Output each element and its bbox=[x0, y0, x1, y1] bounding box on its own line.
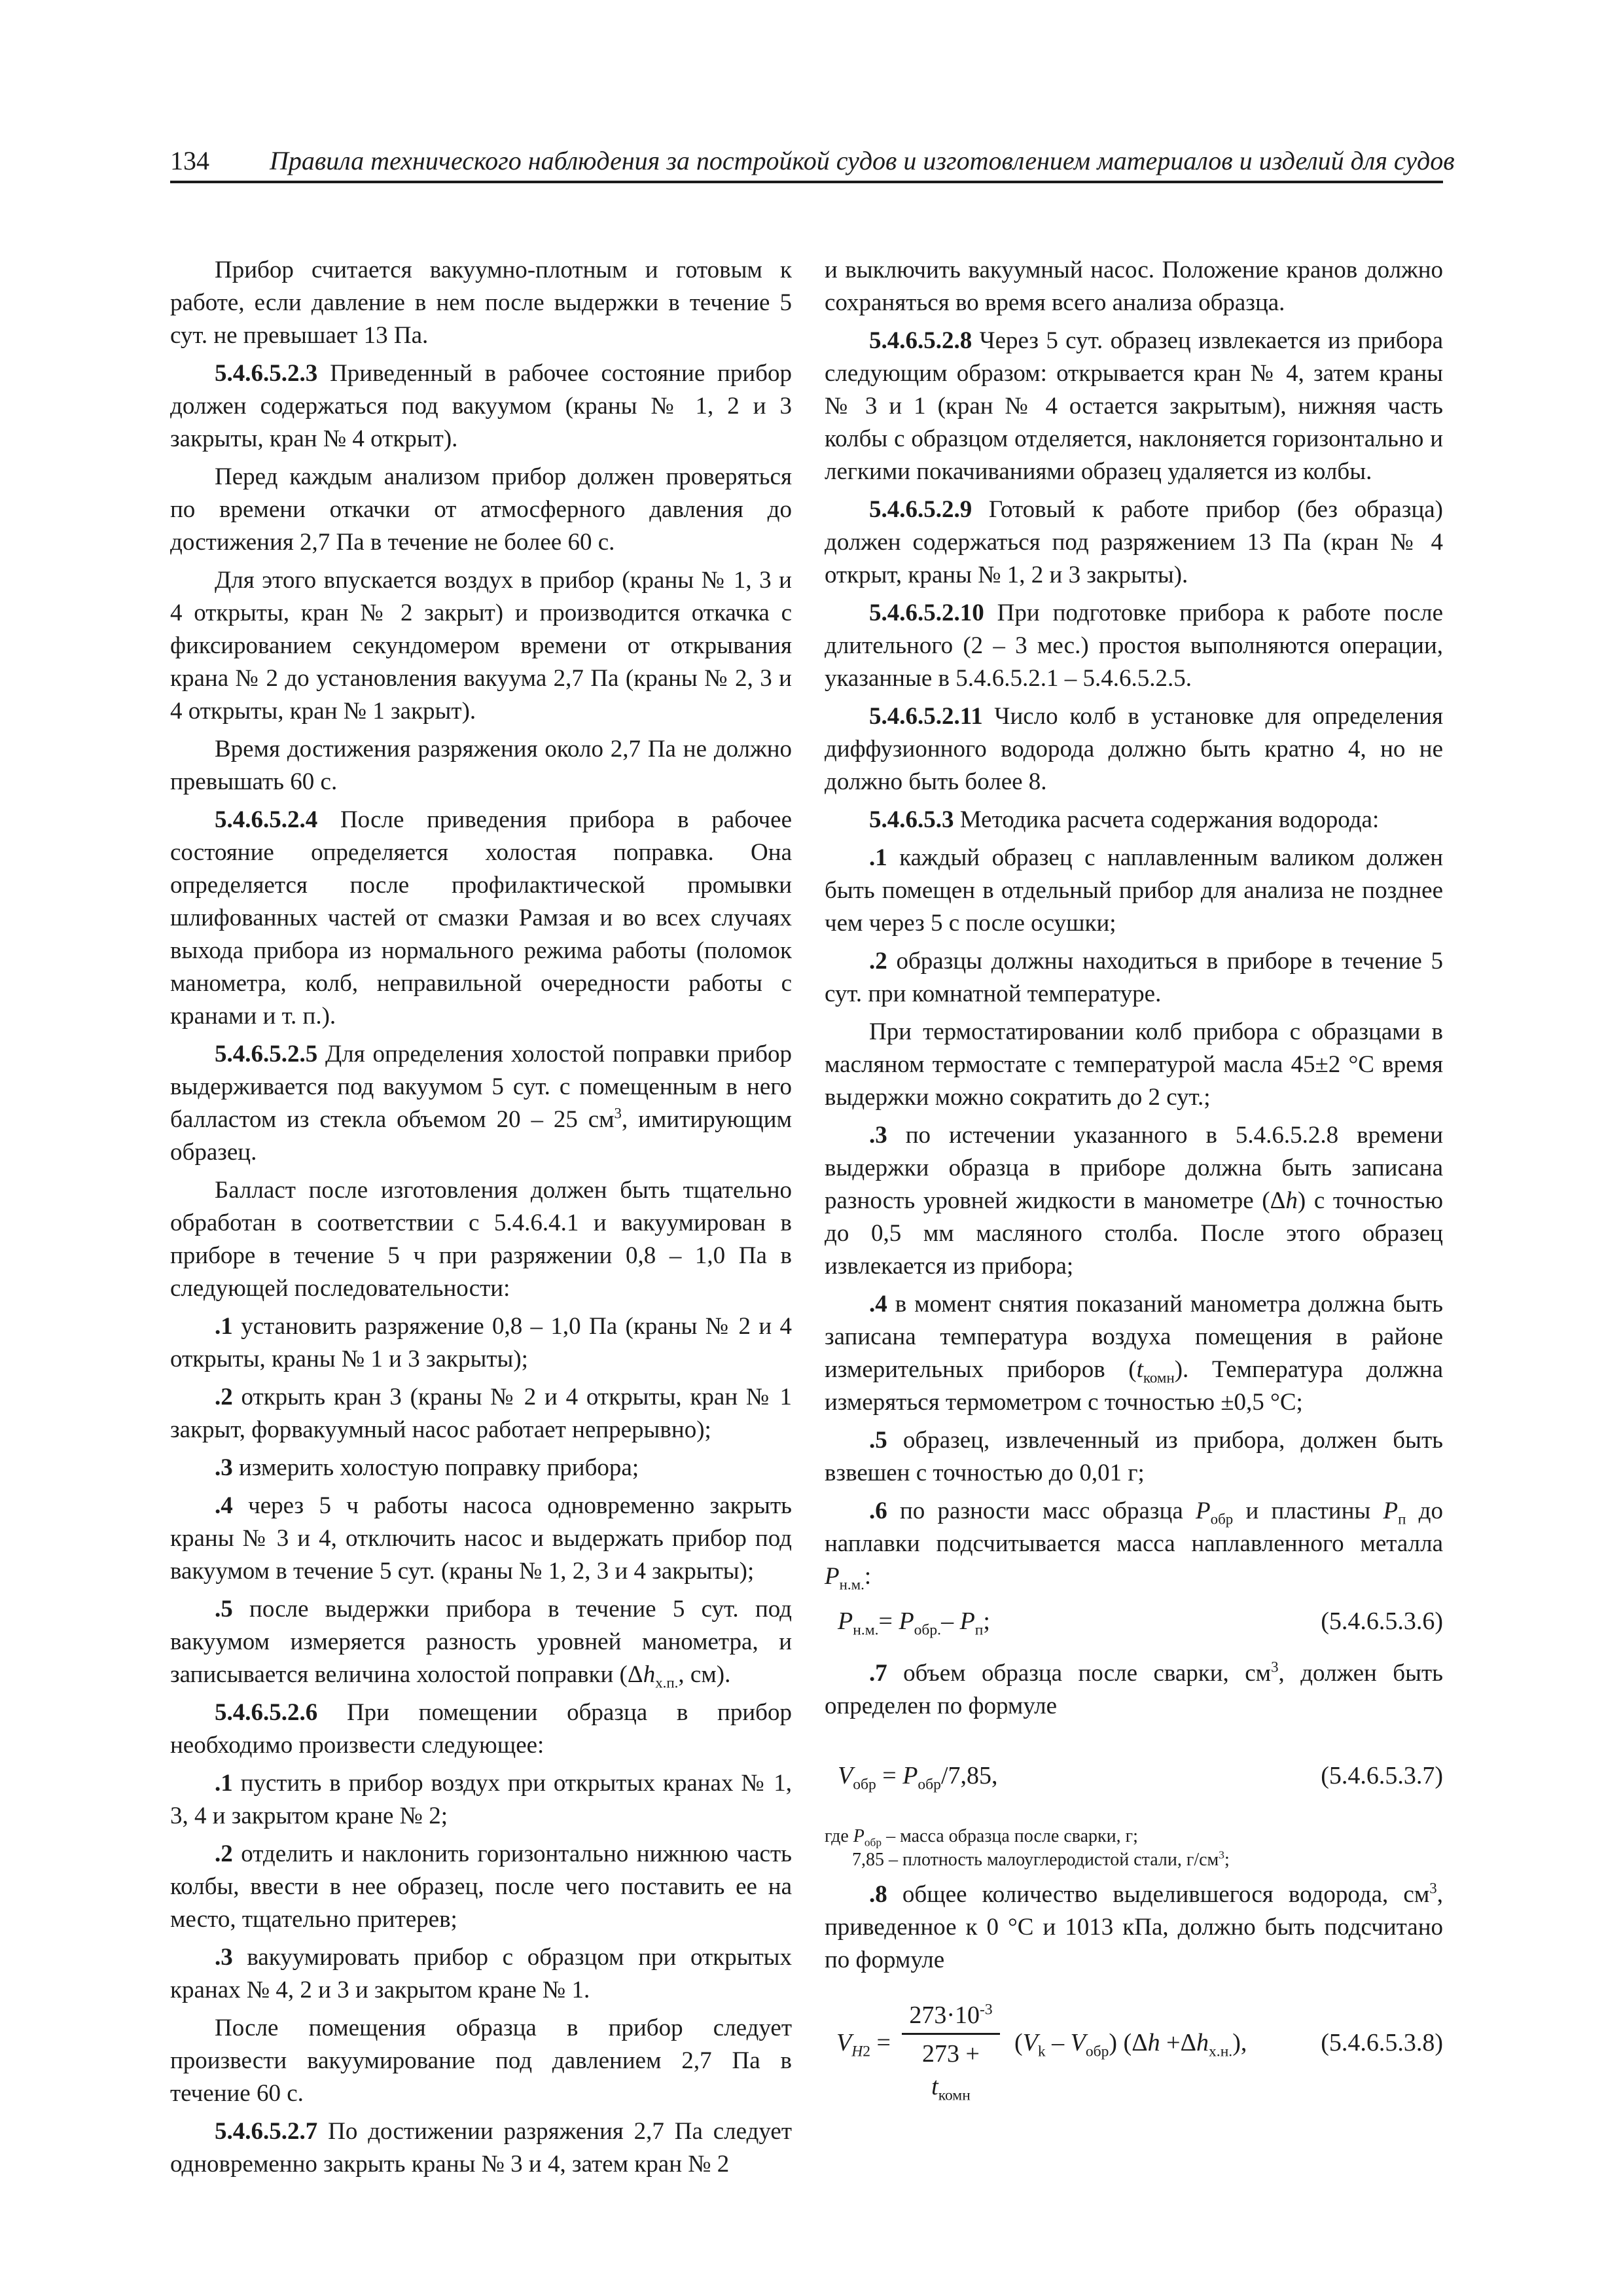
list-item: .2 отделить и наклонить горизонтально нижнюю часть колбы, ввести в нее образец, после чего поставить ее на место, тщательно притерев; bbox=[170, 1840, 792, 1933]
formula-number: (5.4.6.5.3.8) bbox=[1321, 2029, 1443, 2056]
header-rule bbox=[170, 181, 1443, 183]
paragraph: Прибор считается вакуумно-плотным и готовым к работе, если давление в нем после выдержки в течение 5 сут. не превышает 13 Па. bbox=[170, 257, 792, 349]
left-column bbox=[170, 254, 792, 2186]
list-item: .1 каждый образец с наплавленным валиком должен быть помещен в отдельный прибор для анализа не позднее чем через 5 с после осушки; bbox=[825, 844, 1443, 937]
list-item: .6 по разности масс образца $P_{обр}$ и пластины $P_п$ до наплавки подсчитывается масса наплавленного металла $P_{н.м.}$: bbox=[825, 1498, 1444, 1593]
clause-5-4-6-5-2-5: 5.4.6.5.2.5 Для определения холостой поправки прибор выдерживается под вакуумом 5 сут. с помещенным в него балластом из стекла объемом 20 – 25 $см^3$, имитирующим образец. bbox=[170, 1041, 792, 1166]
clause-5-4-6-5-2-10: 5.4.6.5.2.10 При подготовке прибора к работе после длительного (2 – 3 мес.) простоя выполняются операции, указанные в 5.4.6.5.2.1 – 5.4.6.5.2.5. bbox=[825, 600, 1443, 692]
formula-number: (5.4.6.5.3.6) bbox=[1321, 1607, 1443, 1635]
fraction: $273\cdot 10^{-3}$ $273 + t_{комн}$ bbox=[902, 1999, 1000, 2103]
clause-5-4-6-5-2-11: 5.4.6.5.2.11 Число колб в установке для определения диффузионного водорода должно быть кратно 4, но не должно быть более 8. bbox=[825, 703, 1443, 795]
list-item: .2 образцы должны находиться в приборе в течение 5 сут. при комнатной температуре. bbox=[825, 948, 1443, 1007]
formula-number: (5.4.6.5.3.7) bbox=[1321, 1762, 1443, 1789]
formula-note: где $P_{обр}$ – масса образца после сварки, г; bbox=[825, 1826, 1138, 1849]
page-number: 134 bbox=[170, 146, 209, 175]
paragraph: Время достижения разряжения около 2,7 Па не должно превышать 60 с. bbox=[170, 736, 792, 795]
formula-5-4-6-5-3-6: $P_{н.м.}= P_{обр.}-$ $P_п$; (5.4.6.5.3.6) bbox=[825, 1605, 1443, 1638]
clause-5-4-6-5-2-7: 5.4.6.5.2.7 По достижении разряжения 2,7 Па следует одновременно закрыть краны № 3 и 4, затем кран № 2 bbox=[170, 2118, 792, 2178]
formula-note: 7,85 – плотность малоуглеродистой стали, $г/см^3$; bbox=[852, 1848, 1230, 1870]
list-item: .5 после выдержки прибора в течение 5 сут. под вакуумом измеряется разность уровней манометра, и записывается величина холостой поправки ($\Delta h_{х.п.}$, см). bbox=[170, 1596, 792, 1691]
clause-5-4-6-5-2-3: 5.4.6.5.2.3 Приведенный в рабочее состояние прибор должен содержаться под вакуумом (краны № 1, 2 и 3 закрыты, кран № 4 открыт). bbox=[170, 360, 792, 452]
list-item: .3 измерить холостую поправку прибора; bbox=[215, 1454, 639, 1481]
clause-5-4-6-5-2-9: 5.4.6.5.2.9 Готовый к работе прибор (без образца) должен содержаться под разряжением 13 Па (кран № 4 открыт, краны № 1, 2 и 3 закрыты). bbox=[825, 496, 1443, 588]
list-item: .1 установить разряжение 0,8 – 1,0 Па (краны № 2 и 4 открыты, краны № 1 и 3 закрыты); bbox=[170, 1313, 792, 1372]
list-item: .3 по истечении указанного в 5.4.6.5.2.8 времени выдержки образца в приборе должна быть записана разность уровней жидкости в манометре (Δh) с точностью до 0,5 мм масляного столба. После этого образец извлекается из прибора; bbox=[825, 1122, 1444, 1280]
clause-5-4-6-5-2-8: 5.4.6.5.2.8 Через 5 сут. образец извлекается из прибора следующим образом: открывается кран № 4, затем краны № 3 и 1 (кран № 4 остается закрытым), нижняя часть колбы с образцом отделяется, наклоняется горизонтально и легкими покачиваниями образец удаляется из колбы. bbox=[825, 327, 1443, 485]
formula-5-4-6-5-3-8: $V_{H2}$ = $273\cdot 10^{-3}$ $273 + t_{комн}$ $(V_k - V_{обр})$ $(\Delta h +\Delta h_{х.н.})$, (5.4.6.5.3.8) bbox=[825, 1999, 1443, 2090]
clause-5-4-6-5-2-4: 5.4.6.5.2.4 После приведения прибора в рабочее состояние определяется холостая поправка. Она определяется после профилактической промывки шлифованных частей от смазки Рамзая и во всех случаях выхода прибора из нормального режима работы (поломок манометра, колб, неправильной очередности работы с кранами и т. п.). bbox=[170, 806, 792, 1030]
page-header bbox=[170, 137, 1455, 183]
right-column bbox=[825, 254, 1444, 2104]
formula-5-4-6-5-3-7: $V_{обр} = P_{обр}/7,85$, (5.4.6.5.3.7) bbox=[825, 1759, 1443, 1792]
running-title: Правила технического наблюдения за постройкой судов и изготовлением материалов и изделий для судов bbox=[270, 146, 1455, 175]
clause-5-4-6-5-3: 5.4.6.5.3 Методика расчета содержания водорода: bbox=[869, 806, 1380, 833]
list-item: .3 вакуумировать прибор с образцом при открытых кранах № 4, 2 и 3 и закрытом кране № 1. bbox=[170, 1944, 792, 2003]
paragraph: После помещения образца в прибор следует произвести вакуумирование под давлением 2,7 Па в течение 60 с. bbox=[170, 2015, 792, 2107]
paragraph: Балласт после изготовления должен быть тщательно обработан в соответствии с 5.4.6.4.1 и вакуумирован в приборе в течение 5 ч при разряжении 0,8 – 1,0 Па в следующей последовательности: bbox=[170, 1177, 792, 1302]
list-item: .1 пустить в прибор воздух при открытых кранах № 1, 3, 4 и закрытом кране № 2; bbox=[170, 1770, 792, 1829]
list-item: .8 общее количество выделившегося водорода, $см^3$, приведенное к 0 °С и 1013 кПа, должно быть подсчитано по формуле bbox=[825, 1880, 1443, 1973]
paragraph: При термостатировании колб прибора с образцами в масляном термостате с температурой масла 45±2 °С время выдержки можно сократить до 2 сут.; bbox=[825, 1018, 1443, 1111]
paragraph: Для этого впускается воздух в прибор (краны № 1, 3 и 4 открыты, кран № 2 закрыт) и производится откачка с фиксированием секундомером времени от открывания крана № 2 до установления вакуума 2,7 Па (краны № 2, 3 и 4 открыты, кран № 1 закрыт). bbox=[170, 567, 792, 725]
paragraph: и выключить вакуумный насос. Положение кранов должно сохраняться во время всего анализа образца. bbox=[825, 257, 1443, 316]
list-item: .7 объем образца после сварки, $см^3$, должен быть определен по формуле bbox=[825, 1659, 1443, 1719]
list-item: .2 открыть кран 3 (краны № 2 и 4 открыты, кран № 1 закрыт, форвакуумный насос работает непрерывно); bbox=[170, 1384, 792, 1443]
clause-5-4-6-5-2-6: 5.4.6.5.2.6 При помещении образца в прибор необходимо произвести следующее: bbox=[170, 1699, 792, 1759]
list-item: .5 образец, извлеченный из прибора, должен быть взвешен с точностью до 0,01 г; bbox=[825, 1427, 1443, 1486]
list-item: .4 в момент снятия показаний манометра должна быть записана температура воздуха помещения в районе измерительных приборов $(t_{комн})$. Температура должна измеряться термометром с точностью ±0,5 °С; bbox=[825, 1291, 1444, 1416]
list-item: .4 через 5 ч работы насоса одновременно закрыть краны № 3 и 4, отключить насос и выдержать прибор под вакуумом в течение 5 сут. (краны № 1, 2, 3 и 4 закрыты); bbox=[170, 1492, 792, 1585]
paragraph: Перед каждым анализом прибор должен проверяться по времени откачки от атмосферного давления до достижения 2,7 Па в течение не более 60 с. bbox=[170, 463, 792, 556]
